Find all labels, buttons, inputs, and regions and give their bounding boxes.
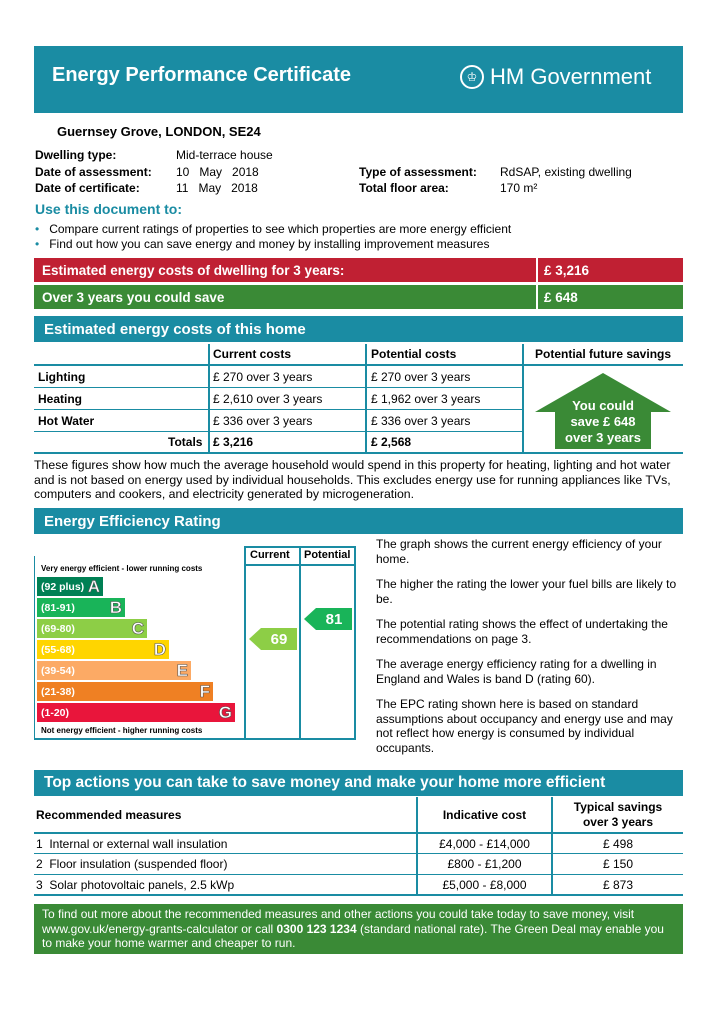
date-certificate-value: 11 May 2018 [176, 181, 258, 195]
rating-band-f [37, 682, 213, 701]
hm-government-logo [460, 64, 651, 90]
band-range: (92 plus) [41, 580, 85, 593]
royal-crest-icon: ♔ [460, 65, 484, 89]
measure-row: 3 Solar photovoltaic panels, 2.5 kWp [36, 878, 235, 892]
floor-area-label: Total floor area: [359, 181, 449, 195]
col-current-rating: Current [250, 549, 290, 561]
table-divider [34, 409, 523, 410]
band-range: (81-91) [41, 601, 75, 614]
rating-band-g [37, 703, 235, 722]
save-bar: Over 3 years you could save [34, 285, 536, 309]
measure-cost: £800 - £1,200 [447, 857, 522, 871]
col-potential-costs: Potential costs [371, 347, 457, 361]
certificate-title: Energy Performance Certificate [52, 64, 352, 86]
use-document-heading: Use this document to: [35, 201, 183, 217]
chart-bottom-label: Not energy efficient - higher running costs [41, 726, 203, 735]
explanation-paragraph: The higher the rating the lower your fuel bills are likely to be. [376, 577, 677, 606]
explanation-paragraph: The potential rating shows the effect of undertaking the recommendations on page 3. [376, 617, 668, 646]
table-divider [34, 874, 683, 875]
col-potential-rating: Potential [304, 549, 351, 561]
measure-saving: £ 498 [602, 837, 634, 851]
explanation-paragraph: The EPC rating shown here is based on standard assumptions about occupancy and energy use and may not reflect how energy is consumed by individual occupants. [376, 697, 673, 755]
rating-band-a [37, 577, 103, 596]
table-divider [522, 344, 524, 454]
band-letter: E [176, 660, 188, 680]
table-divider [34, 452, 683, 454]
col-current-costs: Current costs [213, 347, 292, 361]
property-address: Guernsey Grove, LONDON, SE24 [57, 124, 261, 139]
band-letter: D [153, 639, 166, 659]
measure-row: 1 Internal or external wall insulation [36, 837, 228, 851]
advice-footer: To find out more about the recommended measures and other actions you could take today to save money, visit www.gov.uk/energy-grants-calculator or call 0300 123 1234 (standard national rate). The Green Deal may enable you to make your home warmer and cheaper to run. [34, 904, 683, 954]
date-assessment-value: 10 May 2018 [176, 165, 259, 179]
efficiency-explanation [376, 537, 686, 755]
costs-note: These figures show how much the average household would spend in this property for heating, lighting and hot water and is not based on energy used by individual households. This excludes energy use for running appliances like TVs, computers and cookers, and electricity generated by microgeneration. [34, 458, 671, 501]
costs-table [34, 344, 683, 455]
current-rating-value: 69 [270, 630, 288, 648]
measure-saving: £ 150 [602, 857, 634, 871]
row-potential: £ 270 over 3 years [371, 370, 471, 384]
row-potential: £ 336 over 3 years [371, 414, 471, 428]
table-divider [34, 364, 523, 366]
band-range: (55-68) [41, 643, 75, 656]
row-potential: £ 1,962 over 3 years [371, 392, 481, 406]
use-document-bullet: • Compare current ratings of properties to see which properties are more energy efficient [35, 222, 512, 236]
rating-band-c [37, 619, 147, 638]
estimated-cost-value: £ 3,216 [538, 258, 683, 282]
table-divider [34, 894, 683, 896]
savings-message: You could save £ 648 over 3 years [565, 398, 641, 445]
col-indicative-cost: Indicative cost [442, 808, 527, 822]
rating-band-d [37, 640, 169, 659]
rating-band-b [37, 598, 125, 617]
table-divider [365, 344, 367, 454]
chart-border [34, 556, 35, 740]
table-divider [34, 853, 683, 854]
actions-table [34, 797, 683, 897]
measure-row: 2 Floor insulation (suspended floor) [36, 857, 228, 871]
table-divider [34, 387, 523, 388]
costs-section-heading: Estimated energy costs of this home [34, 316, 683, 342]
estimated-cost-bar: Estimated energy costs of dwelling for 3 years: [34, 258, 536, 282]
chart-top-label: Very energy efficient - lower running costs [41, 564, 203, 573]
date-assessment-label: Date of assessment: [35, 165, 152, 179]
efficiency-section-heading: Energy Efficiency Rating [34, 508, 683, 534]
band-letter: G [218, 702, 232, 722]
band-range: (69-80) [41, 622, 75, 635]
row-current: £ 336 over 3 years [213, 414, 313, 428]
chart-border [244, 564, 356, 566]
dwelling-type-label: Dwelling type: [35, 148, 117, 162]
band-range: (39-54) [41, 664, 75, 677]
table-divider [34, 431, 523, 432]
band-letter: B [109, 597, 122, 617]
table-divider [34, 832, 683, 834]
row-current: £ 2,610 over 3 years [213, 392, 323, 406]
band-range: (21-38) [41, 685, 75, 698]
measure-saving: £ 873 [602, 878, 634, 892]
band-range: (1-20) [41, 706, 70, 719]
chart-border [34, 738, 356, 740]
totals-potential: £ 2,568 [371, 435, 412, 449]
type-assessment-label: Type of assessment: [359, 165, 477, 179]
chart-border [244, 546, 246, 740]
use-document-bullet: • Find out how you can save energy and money by installing improvement measures [35, 237, 490, 251]
col-future-savings: Potential future savings [535, 347, 672, 361]
actions-section-heading: Top actions you can take to save money and make your home more efficient [34, 770, 683, 796]
type-assessment-value: RdSAP, existing dwelling [500, 165, 632, 179]
row-current: £ 270 over 3 years [213, 370, 313, 384]
totals-label: Totals [168, 435, 203, 449]
date-certificate-label: Date of certificate: [35, 181, 140, 195]
save-value: £ 648 [538, 285, 683, 309]
table-divider [208, 344, 210, 454]
row-label-heating: Heating [38, 392, 83, 406]
totals-current: £ 3,216 [213, 435, 254, 449]
band-letter: F [199, 681, 210, 701]
row-label-hot-water: Hot Water [38, 414, 95, 428]
measure-cost: £5,000 - £8,000 [442, 878, 527, 892]
rating-band-e [37, 661, 191, 680]
band-letter: C [131, 618, 144, 638]
potential-rating-value: 81 [325, 610, 343, 628]
col-recommended-measures: Recommended measures [36, 808, 182, 822]
helpline-number: 0300 123 1234 [276, 921, 357, 936]
dwelling-type-value: Mid-terrace house [176, 148, 273, 162]
explanation-paragraph: The average energy efficiency rating for a dwelling in England and Wales is band D (rating 60). [376, 657, 657, 686]
explanation-paragraph: The graph shows the current energy efficiency of your home. [376, 537, 662, 566]
measure-cost: £4,000 - £14,000 [439, 837, 530, 851]
col-typical-savings: Typical savings over 3 years [573, 800, 663, 829]
band-letter: A [87, 576, 100, 596]
row-label-lighting: Lighting [38, 370, 86, 384]
table-divider [523, 364, 683, 366]
efficiency-chart [34, 546, 356, 740]
hm-government-text: HM Government [490, 64, 652, 89]
floor-area-value: 170 m² [500, 181, 538, 195]
chart-border [299, 546, 301, 740]
chart-border [354, 546, 356, 740]
